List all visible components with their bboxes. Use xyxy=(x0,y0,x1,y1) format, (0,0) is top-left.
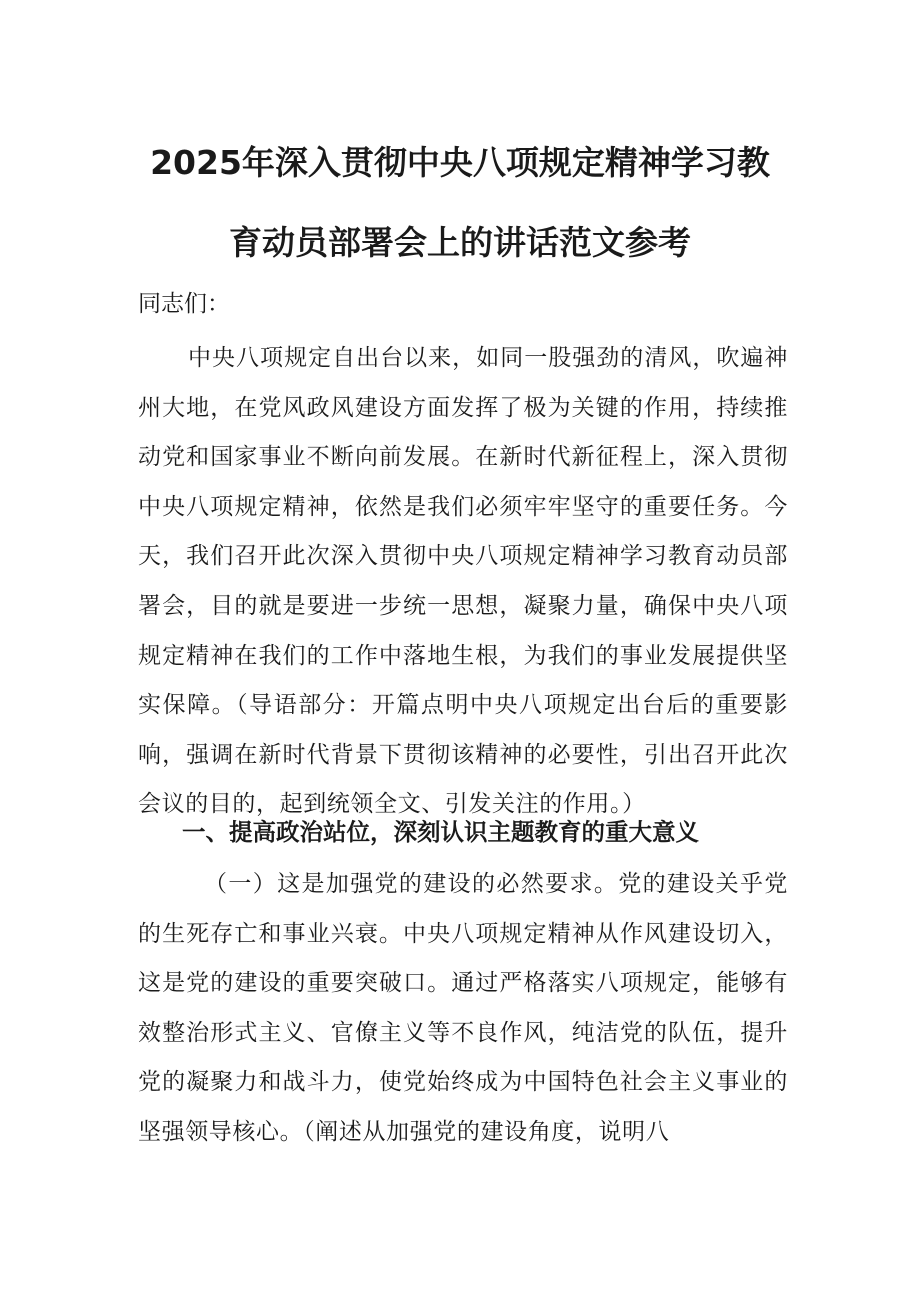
document-title-line-2: 育动员部署会上的讲话范文参考 xyxy=(229,223,691,262)
intro-paragraph: 中央八项规定自出台以来，如同一股强劲的清风，吹遍神州大地，在党风政风建设方面发挥了极为关键的作用，持续推动党和国家事业不断向前发展。在新时代新征程上，深入贯彻中央八项规定精神，依然是我们必须牢牢坚守的重要任务。今天，我们召开此次深入贯彻中央八项规定精神学习教育动员部署会，目的就是要进一步统一思想，凝聚力量，确保中央八项规定精神在我们的工作中落地生根，为我们的事业发展提供坚实保障。（导语部分：开篇点明中央八项规定出台后的重要影响，强调在新时代背景下贯彻该精神的必要性，引出召开此次会议的目的，起到统领全文、引发关注的作用。） xyxy=(138,345,788,818)
body-paragraph: （一）这是加强党的建设的必然要求。党的建设关乎党的生死存亡和事业兴衰。中央八项规定精神从作风建设切入，这是党的建设的重要突破口。通过严格落实八项规定，能够有效整治形式主义、官僚主义等不良作风，纯洁党的队伍，提升党的凝聚力和战斗力，使党始终成为中国特色社会主义事业的坚强领导核心。（阐述从加强党的建设角度，说明八 xyxy=(138,871,788,1145)
section-heading: 一、提高政治站位，深刻认识主题教育的重大意义 xyxy=(182,818,699,846)
document-title-line-1: 2025年深入贯彻中央八项规定精神学习教 xyxy=(150,143,770,182)
salutation: 同志们： xyxy=(138,291,230,317)
